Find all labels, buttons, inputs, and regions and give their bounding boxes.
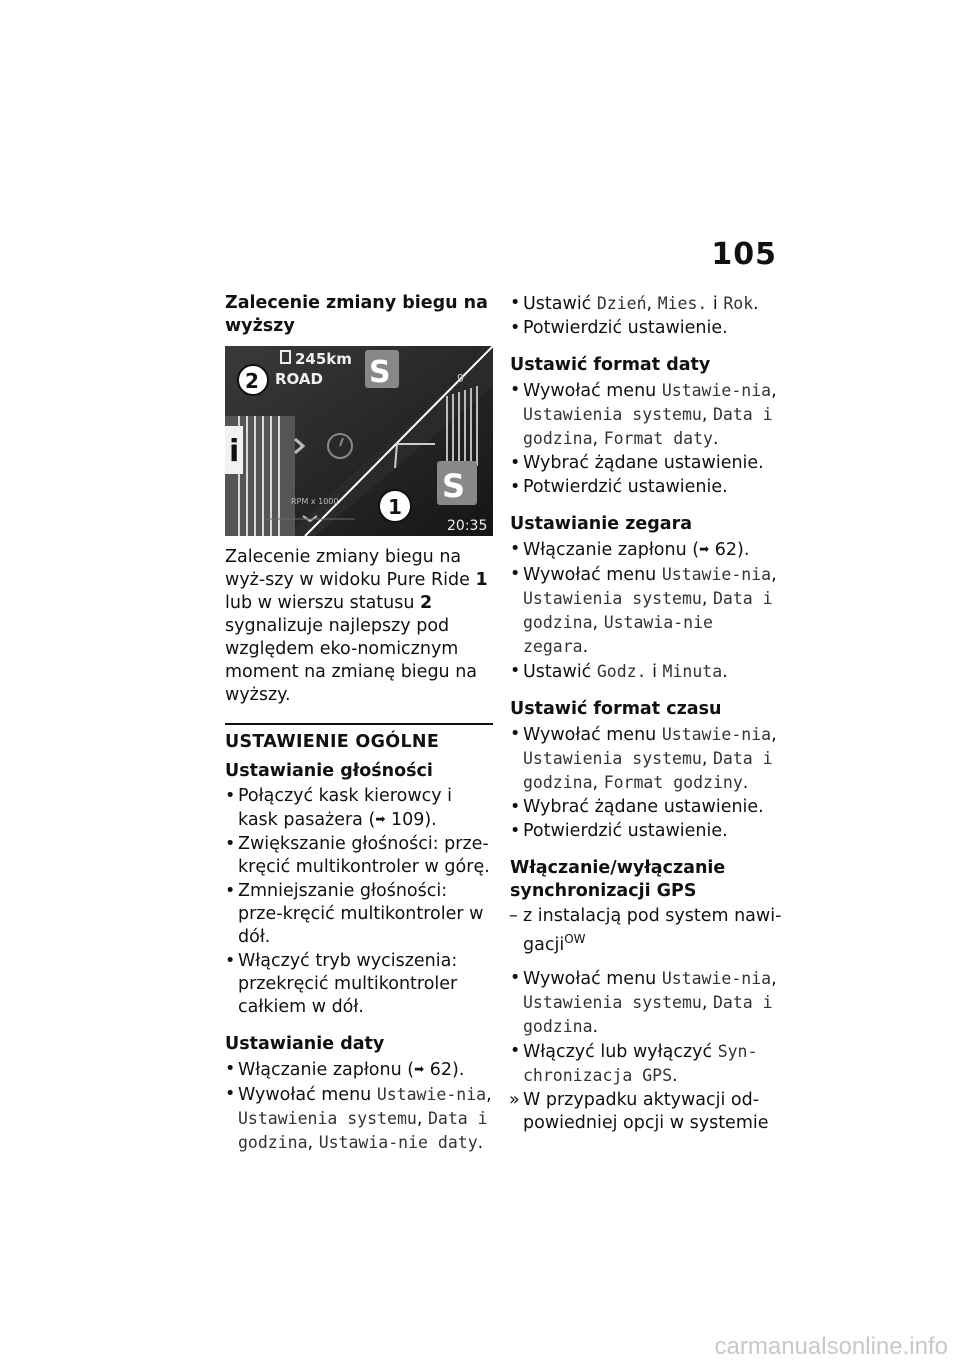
list-item: • Zmniejszanie głośności: prze-kręcić multikontroler w dół. — [225, 880, 493, 949]
fuel-range: 245km — [295, 350, 352, 368]
list-item: • Potwierdzić ustawienie. — [510, 820, 782, 843]
clock-list — [510, 538, 782, 684]
list-item: • Wywołać menu Ustawie-nia, Ustawienia systemu, Data i godzina, Ustawia-nie daty. — [225, 1083, 493, 1155]
footer-watermark: carmanualsonline.info — [714, 1333, 948, 1360]
info-icon: i — [229, 434, 240, 469]
list-item: • Włączyć tryb wyciszenia: przekręcić multikontroler całkiem w dół. — [225, 950, 493, 1019]
gps-list — [510, 905, 782, 1135]
dashboard-illustration — [225, 346, 493, 536]
arrow-ref-icon: ➡ — [414, 1062, 425, 1076]
heading-volume: Ustawianie głośności — [225, 761, 433, 781]
callout-1: 1 — [388, 495, 402, 519]
list-item: – z instalacją pod system nawi-gacji$^{OW}$ — [510, 905, 782, 957]
heading-gps: Włączanie/wyłączanie synchronizacji GPS — [510, 858, 726, 901]
page-number: 105 — [711, 237, 777, 272]
list-item: • Włączanie zapłonu (➡ 62). — [510, 538, 782, 562]
callout-2: 2 — [245, 369, 259, 393]
list-item: • Wybrać żądane ustawienie. — [510, 796, 782, 819]
clock-time: 20:35 — [447, 518, 488, 534]
riding-mode: ROAD — [275, 370, 323, 388]
date-set-list — [510, 292, 782, 340]
heading-date-format: Ustawić format daty — [510, 355, 711, 375]
list-item: • Potwierdzić ustawienie. — [510, 317, 782, 340]
rpm-9: 9 — [457, 372, 464, 385]
heading-upshift: Zalecenie zmiany biegu na wyższy — [225, 293, 488, 336]
list-item: • Zwiększanie głośności: prze-kręcić multikontroler w górę. — [225, 833, 493, 879]
gear-bottom: S — [442, 467, 466, 505]
date-format-list — [510, 379, 782, 499]
right-column — [510, 292, 782, 1136]
left-column — [225, 292, 493, 1156]
date-list — [225, 1058, 493, 1155]
time-format-list — [510, 723, 782, 843]
arrow-ref-icon: ➡ — [699, 542, 710, 556]
list-item: • Wywołać menu Ustawie-nia, Ustawienia systemu, Data i godzina. — [510, 967, 782, 1039]
list-item: • Potwierdzić ustawienie. — [510, 476, 782, 499]
rpm-label: RPM x 1000 — [291, 497, 339, 506]
gear-top: S — [369, 355, 391, 390]
list-item: • Wybrać żądane ustawienie. — [510, 452, 782, 475]
heading-time-format: Ustawić format czasu — [510, 699, 722, 719]
heading-date: Ustawianie daty — [225, 1034, 385, 1054]
list-item: • Wywołać menu Ustawie-nia, Ustawienia systemu, Data i godzina, Format daty. — [510, 379, 782, 451]
upshift-paragraph: Zalecenie zmiany biegu na wyż-szy w widoku Pure Ride 1 lub w wierszu statusu 2 sygnalizuje najlepszy pod względem eko-nomicznym moment na zmianę biegu na wyższy. — [225, 547, 488, 705]
list-item: » W przypadku aktywacji od-powiedniej opcji w systemie — [510, 1089, 782, 1135]
list-item: • Włączanie zapłonu (➡ 62). — [225, 1058, 493, 1082]
heading-clock: Ustawianie zegara — [510, 514, 693, 534]
list-item: • Wywołać menu Ustawie-nia, Ustawienia systemu, Data i godzina, Format godziny. — [510, 723, 782, 795]
list-item: • Ustawić Dzień, Mies. i Rok. — [510, 292, 782, 316]
list-item: • Połączyć kask kierowcy i kask pasażera (➡ 109). — [225, 785, 493, 832]
list-item: • Wywołać menu Ustawie-nia, Ustawienia systemu, Data i godzina, Ustawia-nie zegara. — [510, 563, 782, 659]
volume-list — [225, 785, 493, 1019]
arrow-ref-icon: ➡ — [375, 812, 386, 826]
list-item: • Włączyć lub wyłączyć Syn-chronizacja GPS. — [510, 1040, 782, 1088]
list-item: • Ustawić Godz. i Minuta. — [510, 660, 782, 684]
dashboard-figure — [225, 346, 493, 536]
section-general-settings: USTAWIENIE OGÓLNE — [225, 723, 493, 754]
